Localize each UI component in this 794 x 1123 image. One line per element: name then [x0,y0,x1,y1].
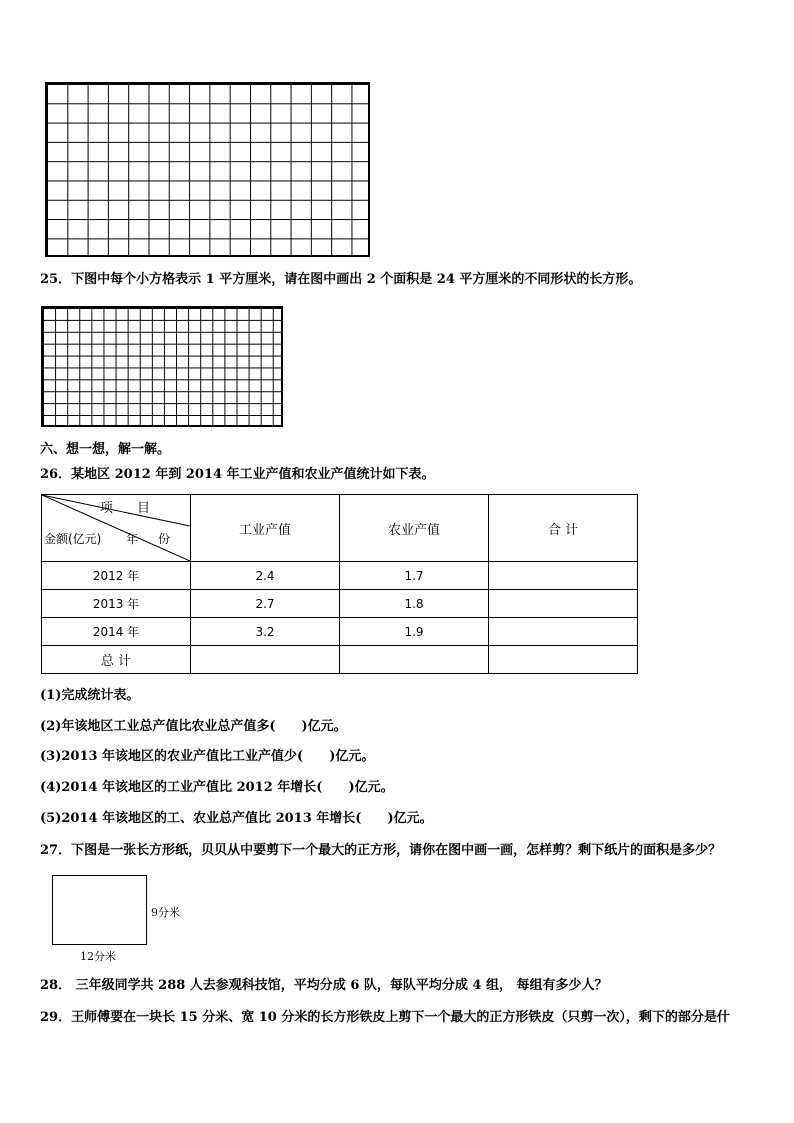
row-year: 2013 年 [42,590,191,618]
row-agriculture: 1.7 [340,562,489,590]
sub-question-1: (1)完成统计表。 [40,688,140,703]
row-year: 2014 年 [42,618,191,646]
corner-left-label: 金额(亿元) [44,532,102,546]
square-grid-2[interactable] [41,306,283,427]
grand-total-industry-blank[interactable] [191,646,340,674]
row-agriculture: 1.9 [340,618,489,646]
statistics-table [41,494,638,674]
header-industry: 工业产值 [191,495,340,562]
table-row [42,562,638,590]
row-industry: 3.2 [191,618,340,646]
row-total-blank[interactable] [489,618,638,646]
grand-total-label: 总 计 [42,646,191,674]
row-total-blank[interactable] [489,590,638,618]
square-grid-1 [45,82,370,257]
header-total: 合 计 [489,495,638,562]
section-6-title: 六、想一想，解一解。 [40,442,171,457]
corner-top-label: 项 目 [99,501,160,516]
row-industry: 2.4 [191,562,340,590]
sub-question-3: (3)2013 年该地区的农业产值比工业产值少( )亿元。 [40,749,375,764]
question-28-text: 28． 三年级同学共 288 人去参观科技馆，平均分成 6 队，每队平均分成 4 组， 每组有多少人？ [40,978,608,993]
sub-question-5: (5)2014 年该地区的工、农业总产值比 2013 年增长( )亿元。 [40,811,433,826]
row-industry: 2.7 [191,590,340,618]
sub-question-4: (4)2014 年该地区的工业产值比 2012 年增长( )亿元。 [40,780,394,795]
grand-total-agriculture-blank[interactable] [340,646,489,674]
row-total-blank[interactable] [489,562,638,590]
question-27-text: 27．下图是一张长方形纸，贝贝从中要剪下一个最大的正方形，请你在图中画一画，怎样剪？剩下纸片的面积是多少？ [40,843,722,858]
grand-total-sum-blank[interactable] [489,646,638,674]
table-row-grand-total [42,646,638,674]
table-row [42,590,638,618]
sub-question-2: (2)年该地区工业总产值比农业总产值多( )亿元。 [40,719,347,734]
rectangle-paper-figure[interactable] [52,875,147,945]
question-25-text: 25．下图中每个小方格表示 1 平方厘米，请在图中画出 2 个面积是 24 平方厘米的不同形状的长方形。 [40,272,642,287]
header-agriculture: 农业产值 [340,495,489,562]
height-label: 9分米 [151,906,180,919]
table-corner-cell [42,495,191,562]
corner-right-label: 年 份 [126,532,178,546]
table-row [42,618,638,646]
row-year: 2012 年 [42,562,191,590]
question-26-text: 26．某地区 2012 年到 2014 年工业产值和农业产值统计如下表。 [40,467,435,482]
row-agriculture: 1.8 [340,590,489,618]
width-label: 12分米 [80,950,116,963]
question-29-text: 29．王师傅要在一块长 15 分米、宽 10 分米的长方形铁皮上剪下一个最大的正方形铁皮（只剪一次），剩下的部分是什 [40,1010,730,1025]
